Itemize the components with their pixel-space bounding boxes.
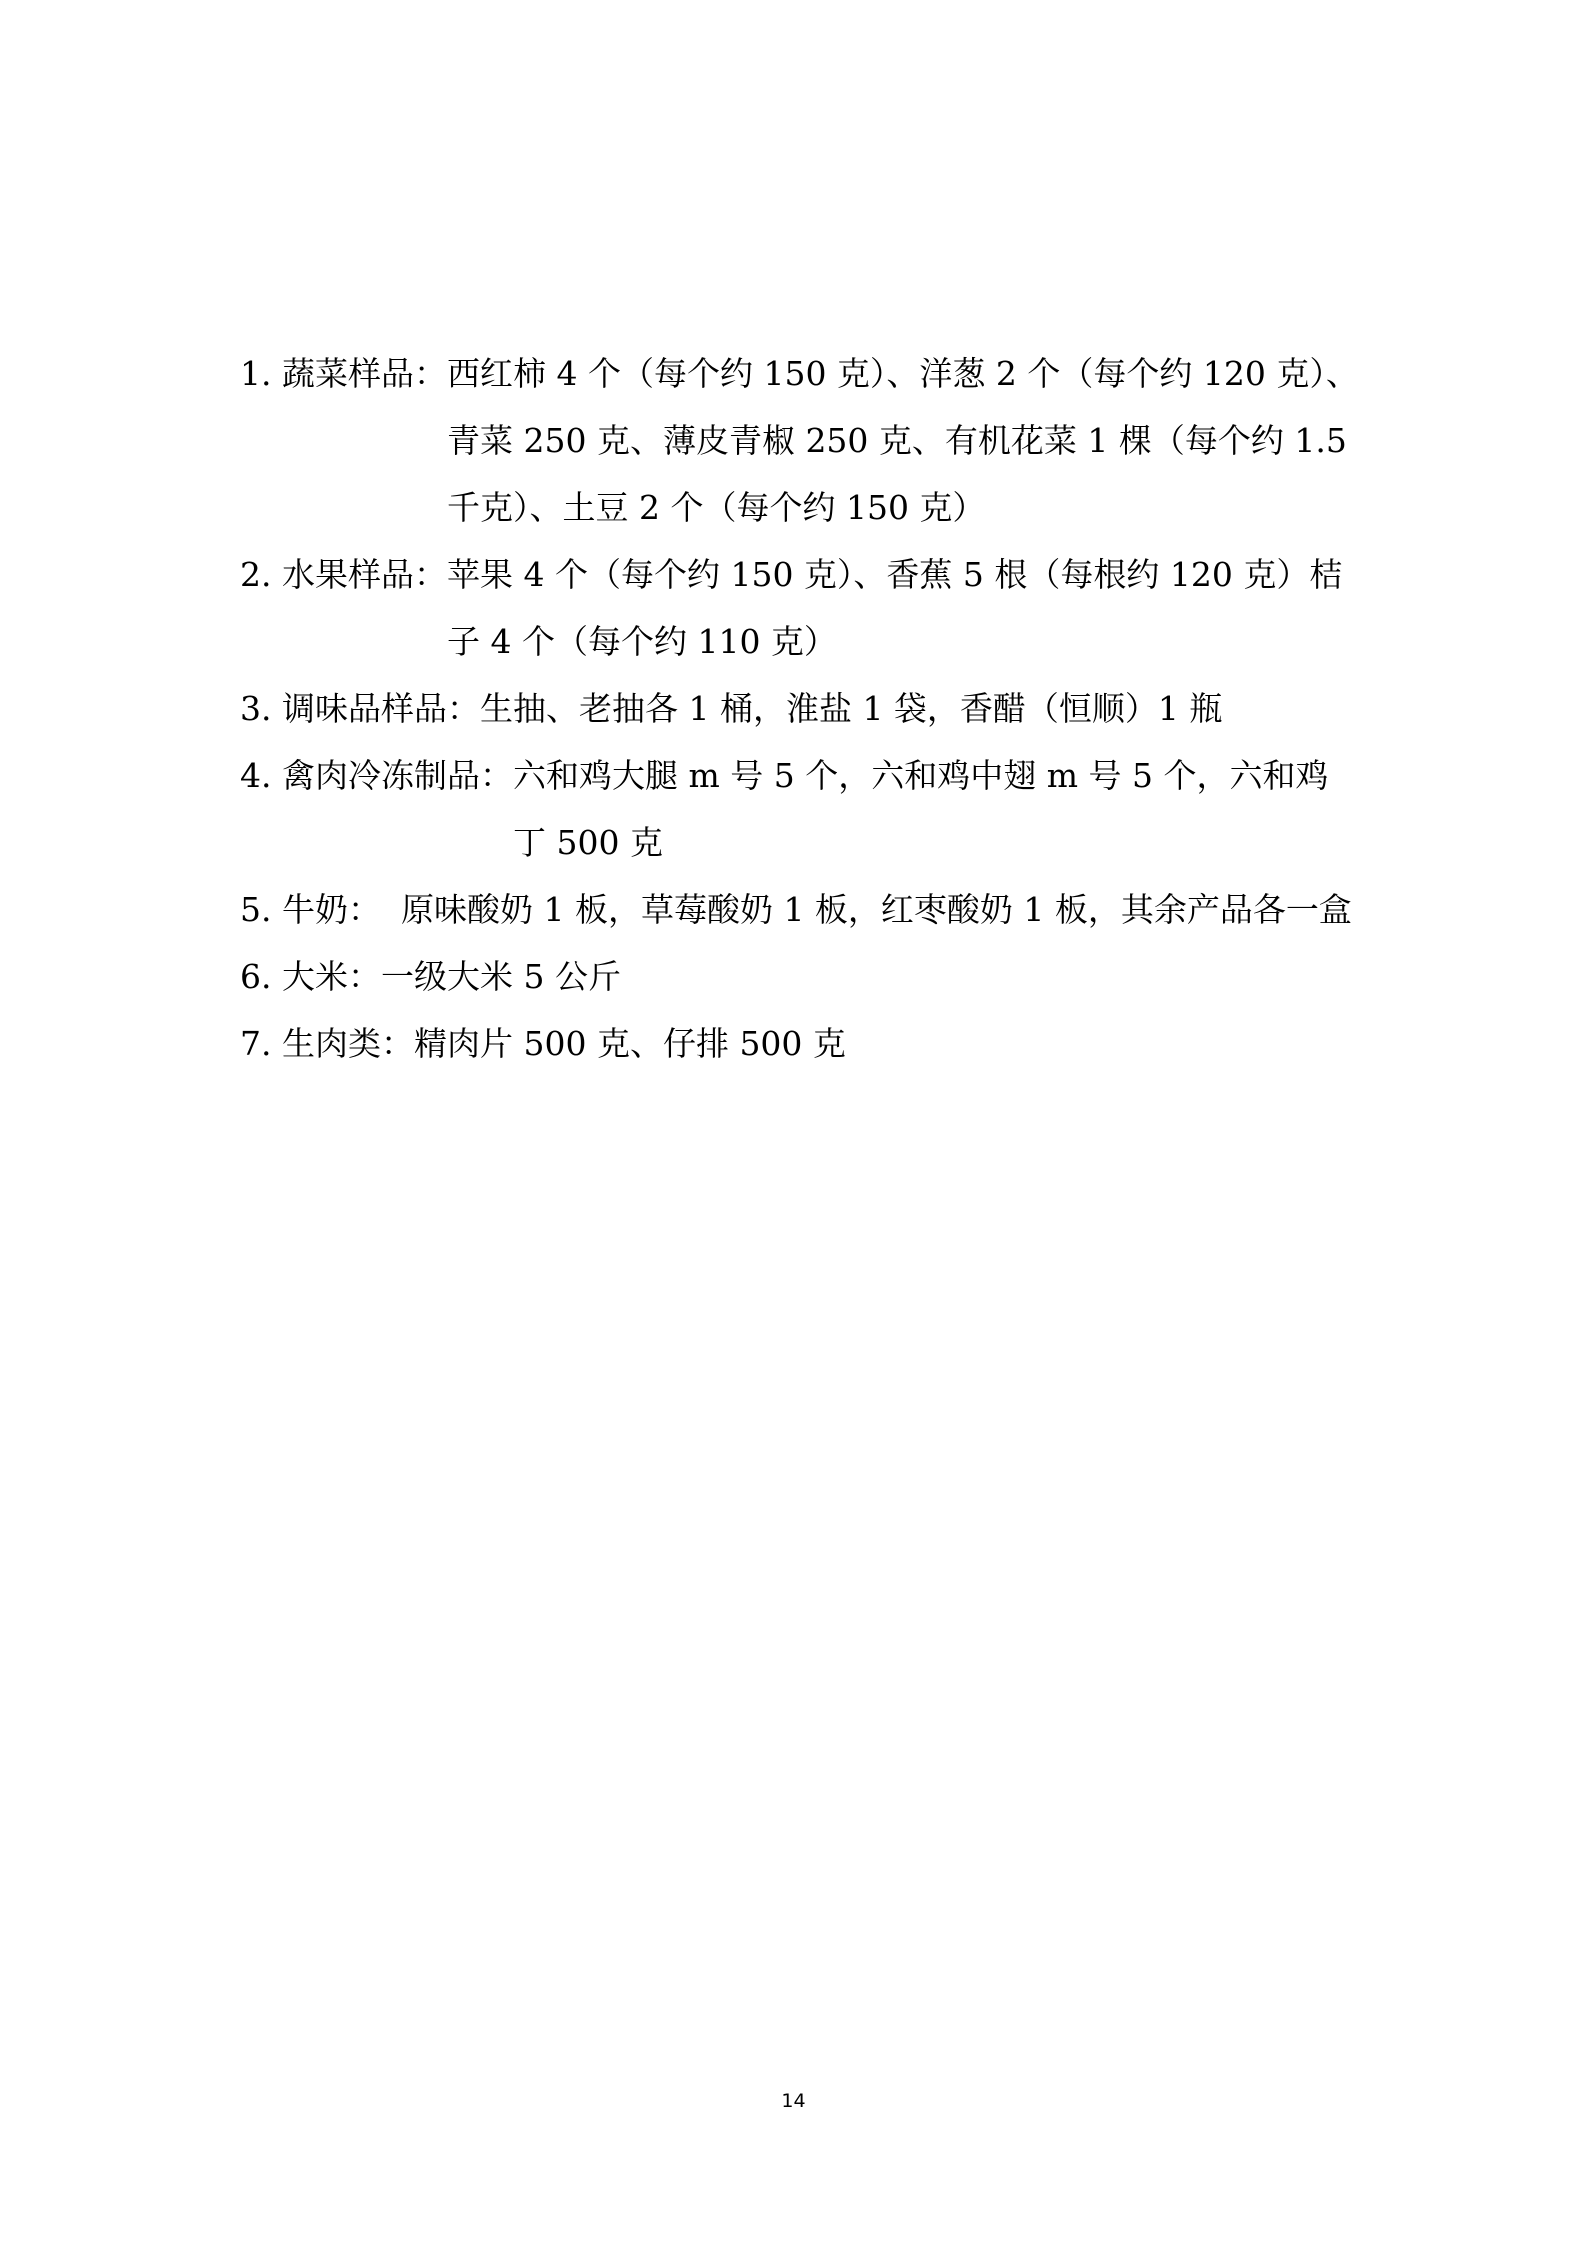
item-label: 4. 禽肉冷冻制品：	[240, 756, 513, 795]
item-label: 5. 牛奶：	[240, 890, 381, 929]
item-text: 苹果 4 个（每个约 150 克）、香蕉 5 根（每根约 120 克）桔子 4 个（每个约 110 克）	[446, 555, 1343, 661]
item-text: 生抽、老抽各 1 桶，淮盐 1 袋，香醋（恒顺）1 瓶	[479, 689, 1223, 728]
item-text: 六和鸡大腿 m 号 5 个，六和鸡中翅 m 号 5 个，六和鸡丁 500 克	[512, 756, 1329, 862]
page-number: 14	[781, 2090, 806, 2112]
item-label: 1. 蔬菜样品：	[240, 354, 447, 393]
sample-list	[240, 340, 1360, 1077]
list-item-fruits	[240, 541, 1360, 675]
list-item-vegetables	[240, 340, 1360, 541]
item-label: 3. 调味品样品：	[240, 689, 480, 728]
list-item-frozen-poultry	[240, 742, 1360, 876]
item-text: 精肉片 500 克、仔排 500 克	[413, 1024, 846, 1063]
item-text: 一级大米 5 公斤	[380, 957, 621, 996]
list-item-milk	[240, 876, 1360, 943]
list-item-rice	[240, 943, 1360, 1010]
item-label: 2. 水果样品：	[240, 555, 447, 594]
item-label: 6. 大米：	[240, 957, 381, 996]
item-text: 西红柿 4 个（每个约 150 克）、洋葱 2 个（每个约 120 克）、青菜 250 克、薄皮青椒 250 克、有机花菜 1 棵（每个约 1.5 千克）、土豆 2 个（每个约 150 克）	[446, 354, 1359, 527]
list-item-raw-meat	[240, 1010, 1360, 1077]
item-label: 7. 生肉类：	[240, 1024, 414, 1063]
list-item-condiments	[240, 675, 1360, 742]
item-text: 原味酸奶 1 板，草莓酸奶 1 板，红枣酸奶 1 板，其余产品各一盒	[400, 890, 1352, 929]
